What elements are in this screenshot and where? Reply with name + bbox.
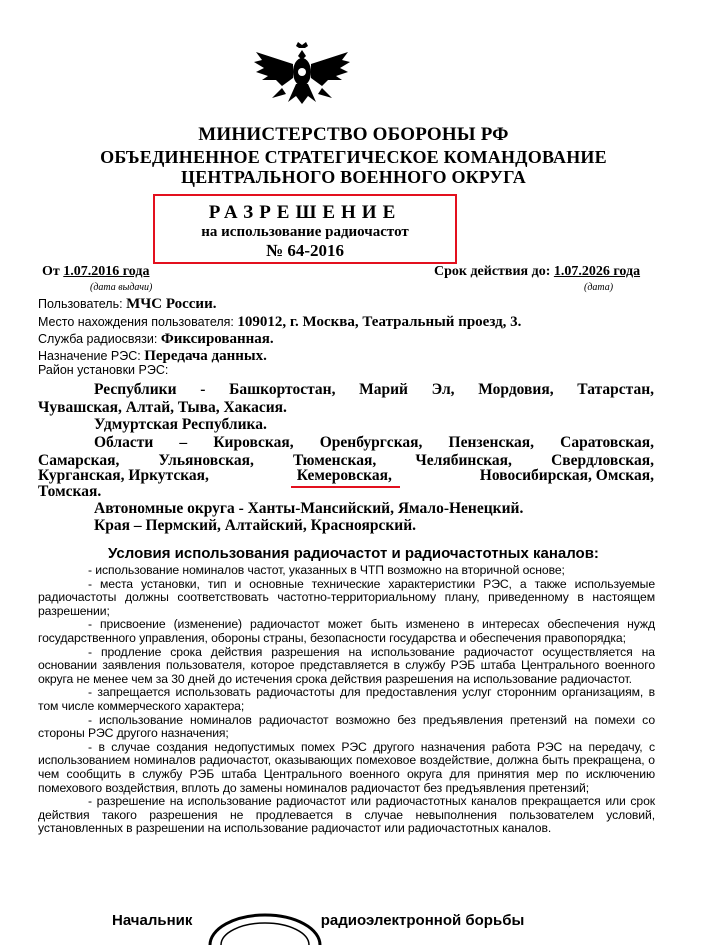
conditions-list	[38, 564, 655, 836]
oblasts-line-3-a: Курганская, Иркутская,	[38, 467, 209, 484]
red-underline	[291, 486, 400, 488]
oblasts-line-1: Области – Кировская, Оренбургская, Пензенская, Саратовская,	[94, 434, 654, 451]
location-label: Место нахождения пользователя:	[38, 315, 234, 329]
user-label: Пользователь:	[38, 297, 123, 311]
ministry-title: МИНИСТЕРСТВО ОБОРОНЫ РФ	[198, 124, 509, 145]
kemerovo-highlight	[297, 466, 392, 485]
service-field	[38, 331, 274, 348]
condition-item: - места установки, тип и основные технические характеристики РЭС, а также используемые радиочастоты должны соответствовать частотно-территориальному плану, приведенному в настоящем разрешении;	[38, 576, 655, 618]
oblasts-line-4: Томская.	[38, 483, 102, 500]
district-title: ЦЕНТРАЛЬНОГО ВОЕННОГО ОКРУГА	[181, 167, 526, 187]
user-field	[38, 296, 216, 313]
service-value: Фиксированная.	[160, 331, 274, 347]
oblasts-line-3	[38, 466, 654, 485]
condition-item: - использование номиналов частот, указанных в ЧТП возможно на вторичной основе;	[88, 563, 565, 577]
location-field	[38, 314, 521, 331]
oblasts-line-3-b: Новосибирская, Омская,	[479, 467, 654, 484]
okrugs-line: Автономные округа - Ханты-Мансийский, Ямало-Ненецкий.	[94, 500, 524, 517]
condition-item: - использование номиналов радиочастот возможно без предъявления претензий на помехи со стороны РЭС другого назначения;	[38, 712, 655, 741]
issue-date-caption: (дата выдачи)	[90, 282, 153, 293]
purpose-value: Передача данных.	[144, 348, 267, 364]
expiry-date-caption: (дата)	[584, 282, 614, 293]
udmurt-line: Удмуртская Республика.	[94, 416, 267, 433]
condition-item: - в случае создания недопустимых помех РЭС другого назначения работа РЭС на передачу, с использованием номиналов радиочастот, оказывающих помеховое воздействие, должна быть прекращена, о чем сообщить в службу РЭБ штаба Центрального военного округа для принятия мер по исключению помехового воздействия, вплоть до замены номиналов радиочастот без предъявления претензий;	[38, 739, 655, 795]
oblasts-line-2: Самарская, Ульяновская, Тюменская, Челябинская, Свердловская,	[38, 452, 654, 469]
permit-heading-highlight	[153, 194, 457, 264]
permit-number: № 64-2016	[266, 241, 344, 260]
command-title: ОБЪЕДИНЕННОЕ СТРАТЕГИЧЕСКОЕ КОМАНДОВАНИЕ	[100, 147, 607, 167]
condition-item: - присвоение (изменение) радиочастот может быть изменено в интересах обеспечения нужд государственного управления, обороны страны, безопасности государства и обеспечения правопорядка;	[38, 617, 655, 645]
expiry-date-line	[434, 264, 640, 280]
expiry-date-value: 1.07.2026 года	[553, 264, 641, 279]
krais-line: Края – Пермский, Алтайский, Красноярский.	[94, 517, 417, 534]
republics-line-2: Чувашская, Алтай, Тыва, Хакасия.	[38, 399, 287, 416]
issue-date-prefix: От	[42, 264, 60, 279]
area-label: Район установки РЭС:	[38, 363, 169, 377]
location-value: 109012, г. Москва, Театральный проезд, 3.	[237, 314, 522, 330]
expiry-date-prefix: Срок действия до:	[434, 264, 551, 279]
user-value: МЧС России.	[126, 296, 217, 312]
permit-title: РАЗРЕШЕНИЕ	[208, 202, 402, 223]
condition-item: - запрещается использовать радиочастоты для предоставления услуг сторонним организациям, в том числе коммерческого характера;	[38, 685, 655, 713]
purpose-label: Назначение РЭС:	[38, 349, 141, 363]
republics-line-1: Республики - Башкортостан, Марий Эл, Мордовия, Татарстан,	[94, 381, 654, 398]
condition-item: - продление срока действия разрешения на использование радиочастот осуществляется на основании заявления пользователя, которое представляется в службу РЭБ штаба Центрального военного округа не менее чем за 30 дней до истечения срока действия разрешения на использование радиочастот.	[38, 644, 655, 686]
kemerovo-oblast: Кемеровская,	[296, 467, 392, 484]
signature-title-b: радиоэлектронной борьбы	[320, 912, 525, 929]
official-stamp-icon	[205, 905, 325, 945]
issue-date-value: 1.07.2016 года	[63, 264, 150, 279]
condition-item: - разрешение на использование радиочастот или радиочастотных каналов прекращается или срок действия такого разрешения не продлевается в случае невыполнения пользователем условий, установленных в разрешении на использование радиочастот или радиочастотных каналов.	[38, 794, 655, 836]
signature-title-a: Начальник	[112, 912, 193, 929]
eagle-emblem-icon	[252, 38, 352, 108]
permit-subtitle: на использование радиочастот	[201, 224, 409, 240]
conditions-title: Условия использования радиочастот и радиочастотных каналов:	[108, 545, 599, 562]
service-label: Служба радиосвязи:	[38, 332, 158, 346]
issue-date-line	[42, 264, 149, 280]
